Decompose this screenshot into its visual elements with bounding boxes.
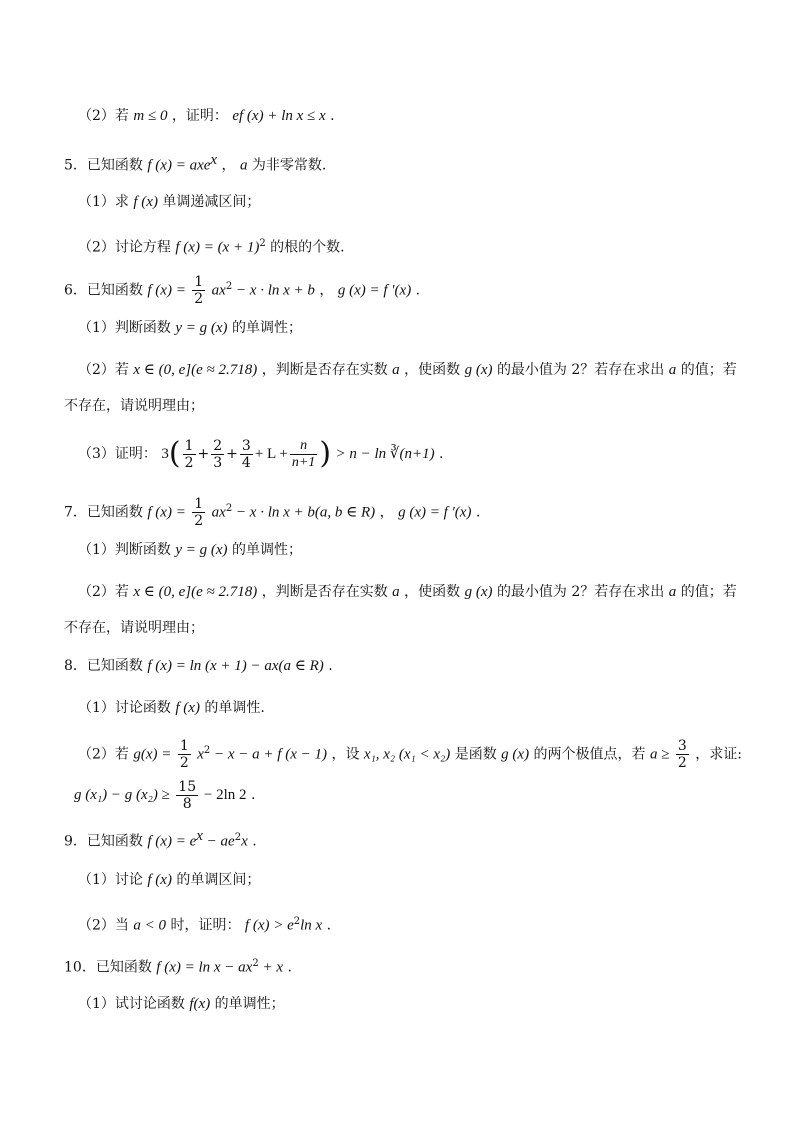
math-expression: f (x) <box>133 194 158 210</box>
math-expression: − 2ln 2 <box>200 787 247 803</box>
math-expression: a <box>392 362 400 378</box>
math-expression: − x − a + f (x − 1) <box>210 746 327 763</box>
fraction <box>290 438 317 471</box>
left-paren: ( <box>168 436 181 471</box>
fraction-denominator: 2 <box>194 513 204 530</box>
math-expression: ax <box>211 282 226 299</box>
text-segment: ，证明： <box>171 108 228 124</box>
text-segment: 9．已知函数 <box>64 833 143 850</box>
fraction-numerator: 15 <box>178 778 197 795</box>
text-line <box>78 698 265 718</box>
text-line <box>78 318 302 338</box>
right-paren: ) <box>319 436 332 471</box>
text-segment: 的单调区间； <box>176 872 261 888</box>
text-segment: （2）讨论方程 <box>78 239 171 256</box>
text-segment: 的值；若 <box>680 362 737 378</box>
fraction-numerator: n <box>290 438 317 455</box>
text-segment: . <box>250 787 256 803</box>
text-segment: （1）试讨论函数 <box>78 996 185 1012</box>
text-segment: ，使函数 <box>404 362 461 378</box>
text-line <box>78 582 737 602</box>
math-expression: a <box>239 157 248 174</box>
math-expression: x <box>197 746 204 763</box>
math-expression: + L + <box>254 446 288 462</box>
text-segment: 时，证明： <box>170 917 241 934</box>
math-expression: y = g (x) <box>175 320 228 336</box>
fraction-denominator: 4 <box>241 454 251 471</box>
math-expression: g (x) <box>464 584 493 600</box>
math-exponent: 2 <box>234 832 242 843</box>
math-expression: − x · ln x + b(a, b ∈ R) <box>232 504 376 521</box>
text-segment: （1）讨论函数 <box>78 700 171 716</box>
math-expression: y = g (x) <box>175 542 228 558</box>
text-line <box>64 656 333 676</box>
math-exponent: x <box>210 152 218 168</box>
text-segment: . <box>415 282 421 299</box>
text-segment: ， <box>221 157 236 174</box>
fraction-denominator: 2 <box>184 454 194 471</box>
text-line <box>78 870 260 890</box>
text-segment: 单调递减区间； <box>162 194 261 210</box>
text-segment: 的根的个数. <box>270 239 345 256</box>
text-line <box>78 540 302 560</box>
text-segment: 的单调性； <box>232 320 303 336</box>
text-segment: ，判断是否存在实数 <box>261 584 388 600</box>
text-line <box>78 360 737 380</box>
math-expression: a ≥ <box>649 746 670 763</box>
math-exponent: x <box>196 828 203 844</box>
text-segment: . <box>330 108 335 124</box>
text-segment: 5．已知函数 <box>64 157 143 174</box>
text-segment: . <box>328 658 333 674</box>
math-expression: ln x <box>300 917 323 934</box>
math-exponent: 2 <box>293 916 301 927</box>
text-segment: （2）若 <box>78 108 129 124</box>
text-segment: （1）判断函数 <box>78 542 171 558</box>
text-segment: 的值；若 <box>680 584 737 600</box>
math-expression: x <box>241 833 248 850</box>
math-expression: x ∈ (0, e](e ≈ 2.718) <box>133 362 258 378</box>
fraction <box>676 738 689 771</box>
math-expression: f (x) = <box>147 282 186 299</box>
text-segment: . <box>439 446 444 462</box>
fraction-denominator: 2 <box>194 291 204 308</box>
math-expression: g(x) = <box>133 746 172 763</box>
fraction <box>192 496 205 529</box>
text-segment: （2）若 <box>78 746 129 763</box>
fraction <box>176 779 198 812</box>
math-expression: m ≤ 0 <box>133 108 168 124</box>
math-expression: g (x) = f ′(x) <box>398 504 472 521</box>
text-segment: 10．已知函数 <box>64 959 152 976</box>
text-segment: 的最小值为 2？若存在求出 <box>496 362 665 378</box>
text-line <box>64 270 420 308</box>
fraction-denominator: 8 <box>182 795 192 812</box>
math-expression: x₁, x₂ (x₁ < x₂) <box>363 746 451 763</box>
math-expression: ax <box>211 504 226 521</box>
text-line <box>64 954 292 978</box>
math-expression: − ae <box>202 833 235 850</box>
math-expression: f(x) <box>189 996 211 1012</box>
text-segment: 是函数 <box>454 746 497 763</box>
text-line <box>78 912 331 936</box>
fraction-numerator: 3 <box>241 437 251 454</box>
text-segment: 为非零常数. <box>251 157 327 174</box>
fraction-numerator: 2 <box>213 437 223 454</box>
text-segment: 6．已知函数 <box>64 282 143 299</box>
math-expression: f (x) = <box>147 504 186 521</box>
text-segment: 的两个极值点，若 <box>533 746 646 763</box>
text-segment: . <box>287 959 292 976</box>
text-segment: 的单调性； <box>232 542 303 558</box>
text-segment: ，求证: <box>695 746 743 763</box>
text-segment: 8．已知函数 <box>64 658 143 674</box>
text-line <box>64 396 204 416</box>
math-expression: − x · ln x + b <box>232 282 315 299</box>
text-line <box>78 234 345 258</box>
math-expression: + x <box>258 959 283 976</box>
math-expression: f (x) = ln x − ax <box>156 959 253 976</box>
text-segment: （2）若 <box>78 362 129 378</box>
math-exponent: 2 <box>252 958 259 969</box>
math-expression: g (x) <box>501 746 530 763</box>
math-exponent: 2 <box>225 503 233 514</box>
math-expression: a < 0 <box>133 917 166 934</box>
math-expression: f (x) = axe <box>147 157 211 174</box>
math-expression: f (x) <box>147 872 172 888</box>
fraction <box>240 438 253 471</box>
math-exponent: 2 <box>259 238 266 249</box>
math-expression: f (x) > e <box>244 917 294 934</box>
text-segment: ，设 <box>331 746 360 763</box>
text-segment: 不存在，请说明理由； <box>64 620 204 636</box>
text-line <box>78 106 335 126</box>
text-line <box>78 994 285 1014</box>
text-segment: 的单调性； <box>214 996 285 1012</box>
text-segment: （2）若 <box>78 584 129 600</box>
text-line <box>64 492 480 530</box>
fraction-denominator: 3 <box>213 454 223 471</box>
text-segment: ，使函数 <box>404 584 461 600</box>
fraction-numerator: 1 <box>194 274 204 291</box>
text-line <box>64 150 326 176</box>
fraction-numerator: 3 <box>677 738 687 755</box>
math-expression: g (x) = f ′(x) <box>337 282 412 299</box>
math-expression: g (x₁) − g (x₂) ≥ <box>74 787 170 803</box>
math-expression: 3 <box>161 446 169 462</box>
fraction <box>183 438 196 471</box>
text-segment: ， <box>379 504 394 521</box>
fraction-denominator: n+1 <box>291 454 316 470</box>
text-segment: （1）判断函数 <box>78 320 171 336</box>
text-segment: . <box>326 917 332 934</box>
math-expression: g (x) <box>464 362 493 378</box>
fraction <box>211 438 224 471</box>
math-expression: f (x) <box>175 700 200 716</box>
text-segment: 7．已知函数 <box>64 504 143 521</box>
fraction-denominator: 2 <box>179 755 189 772</box>
math-expression: a <box>668 362 677 378</box>
math-exponent: 2 <box>203 745 211 756</box>
text-segment: （3）证明： <box>78 446 157 462</box>
text-line <box>64 826 257 852</box>
fraction-denominator: 2 <box>677 755 687 772</box>
text-segment: 不存在，请说明理由； <box>64 398 204 414</box>
math-expression: f (x) = (x + 1) <box>175 239 260 256</box>
math-expression: > n − ln ∛(n+1) <box>335 446 435 462</box>
text-segment: （2）当 <box>78 917 129 934</box>
math-expression: ef (x) + ln x ≤ x <box>232 108 326 124</box>
fraction <box>178 738 191 771</box>
text-line <box>64 618 204 638</box>
fraction-numerator: 1 <box>179 738 189 755</box>
math-expression: f (x) = e <box>147 833 197 850</box>
text-segment: ，判断是否存在实数 <box>261 362 388 378</box>
math-expression: x ∈ (0, e](e ≈ 2.718) <box>133 584 258 600</box>
text-segment: ， <box>319 282 334 299</box>
math-expression: a <box>392 584 400 600</box>
fraction-numerator: 1 <box>194 496 204 513</box>
math-expression: f (x) = ln (x + 1) − ax(a ∈ R) <box>147 658 324 674</box>
text-segment: （1）讨论 <box>78 872 143 888</box>
text-segment: 的单调性. <box>204 700 265 716</box>
fraction-numerator: 1 <box>184 437 194 454</box>
text-segment: 的最小值为 2？若存在求出 <box>496 584 665 600</box>
text-line <box>78 192 260 212</box>
text-segment: （1）求 <box>78 194 129 210</box>
math-expression: a <box>668 584 677 600</box>
text-segment: . <box>475 504 481 521</box>
text-segment: . <box>252 833 257 850</box>
math-exponent: 2 <box>225 281 233 292</box>
text-line <box>74 778 255 812</box>
text-line: （3）证明： 3( $\frac{1}{2}$ + $\frac{2}{3}$ + $\frac{3}{4}$ + L + $\frac{n}{n+1}$ ) > n − ln ∛(n+1) . <box>78 436 444 471</box>
fraction <box>192 274 205 307</box>
text-line <box>78 734 742 772</box>
